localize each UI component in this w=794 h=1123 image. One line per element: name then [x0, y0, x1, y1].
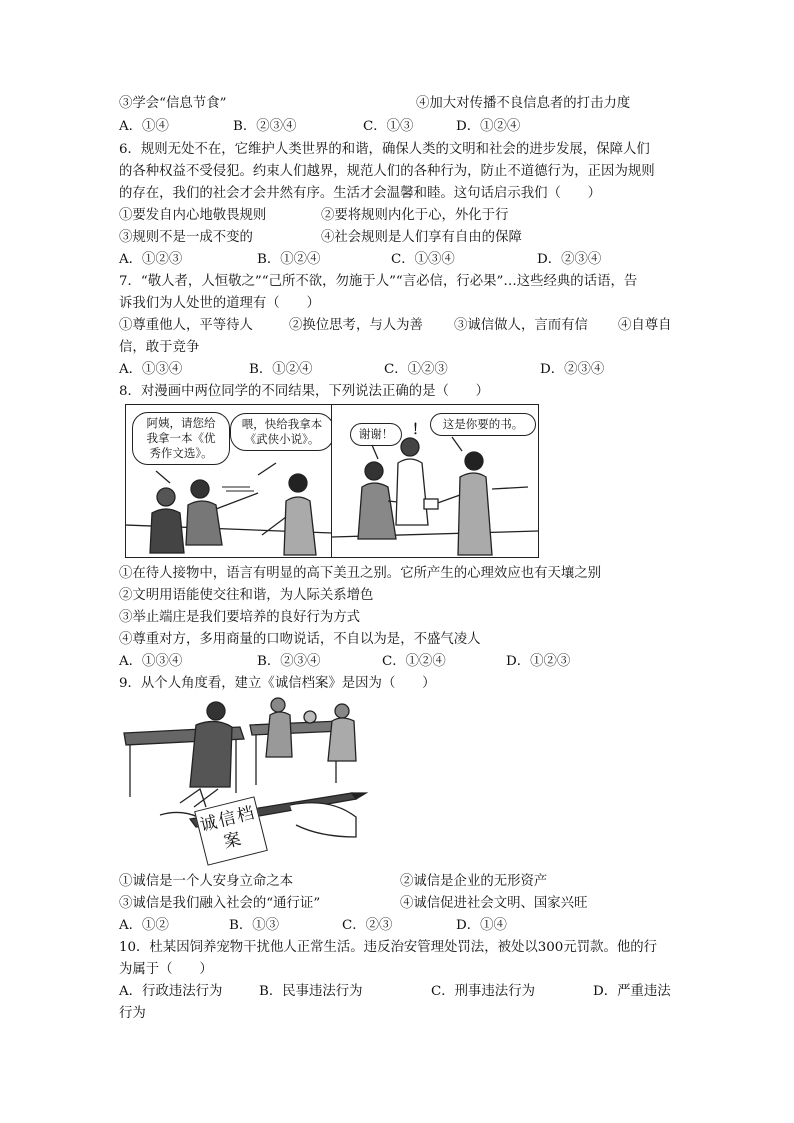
- q9-option-1: ①诚信是一个人安身立命之本: [119, 874, 294, 889]
- q6-stem-line-1: 6．规则无处不在，它维护人类世界的和谐，确保人类的文明和社会的进步发展，保障人们: [119, 142, 650, 157]
- q6-answer-c: C．①③④: [391, 252, 455, 267]
- q10-stem-line-1: 10．杜某因饲养宠物干扰他人正常生活。违反治安管理处罚法，被处以300元罚款。他的行: [119, 940, 658, 955]
- bubble-1-line-1: 阿姨，请您给: [146, 416, 216, 430]
- q6-stem-line-2: 的各种权益不受侵犯。约束人们越界，规范人们的各种行为，防止不道德行为，正因为规则: [119, 164, 655, 179]
- q7-stem-line-1: 7．“敬人者，人恒敬之”“己所不欲，勿施于人”“言必信，行必果”…这些经典的话语，告: [119, 274, 638, 289]
- integrity-file-illustration: [120, 697, 370, 867]
- exclamation-mark: ！: [412, 422, 426, 438]
- q7-option-1: ①尊重他人，平等待人: [119, 318, 253, 333]
- q8-option-3: ③举止端庄是我们要培养的良好行为方式: [119, 610, 361, 625]
- q7-option-3: ③诚信做人，言而有信: [454, 318, 588, 333]
- option-3: ③学会“信息节食”: [119, 96, 227, 111]
- bubble-1-line-2: 我拿一本《优: [146, 431, 216, 445]
- q9-option-4: ④诚信促进社会文明、国家兴旺: [400, 896, 588, 911]
- q9-option-2: ②诚信是企业的无形资产: [400, 874, 548, 889]
- answer-d: D．①②④: [456, 119, 521, 134]
- bubble-1-line-3: 秀作文选》。: [149, 446, 213, 460]
- q10-answer-d: D．严重违法: [593, 984, 671, 999]
- bubble-2-line-2: 《武侠小说》。: [244, 432, 320, 446]
- q10-answer-b: B．民事违法行为: [259, 984, 363, 999]
- q6-option-4: ④社会规则是人们享有自由的保障: [321, 230, 522, 245]
- q8-answer-d: D．①②③: [506, 654, 571, 669]
- speech-bubble-4: 这是你要的书。: [430, 413, 536, 436]
- comic-panel-1-drawing: [126, 405, 332, 557]
- q6-stem-line-3: 的存在，我们的社会才会井然有序。生活才会温馨和睦。这句话启示我们（ ）: [119, 186, 602, 201]
- q6-option-2: ②要将规则内化于心，外化于行: [321, 208, 509, 223]
- q6-option-3: ③规则不是一成不变的: [119, 230, 253, 245]
- q7-answer-a: A．①③④: [119, 362, 183, 377]
- q8-answer-c: C．①②④: [382, 654, 446, 669]
- q6-answer-b: B．①②④: [257, 252, 321, 267]
- q7-answer-c: C．①②③: [384, 362, 448, 377]
- q8-stem: 8．对漫画中两位同学的不同结果，下列说法正确的是（ ）: [119, 384, 490, 399]
- q9-answer-d: D．①④: [456, 918, 507, 933]
- q8-option-1: ①在待人接物中，语言有明显的高下美丑之别。它所产生的心理效应也有天壤之别: [119, 566, 602, 581]
- q10-answer-a: A．行政违法行为: [119, 984, 223, 999]
- q7-option-4: ④自尊自: [618, 318, 672, 333]
- answer-a: A．①④: [119, 119, 169, 134]
- q8-option-4: ④尊重对方，多用商量的口吻说话，不自以为是，不盛气凌人: [119, 632, 481, 647]
- q7-answer-b: B．①②④: [249, 362, 313, 377]
- q9-answer-b: B．①③: [229, 918, 280, 933]
- q6-option-1: ①要发自内心地敬畏规则: [119, 208, 267, 223]
- q7-answer-d: D．②③④: [540, 362, 605, 377]
- comic-panel-2: [331, 404, 539, 558]
- answer-c: C．①③: [363, 119, 414, 134]
- q6-answer-a: A．①②③: [119, 252, 183, 267]
- q8-answer-a: A．①③④: [119, 654, 183, 669]
- q9-stem: 9．从个人角度看，建立《诚信档案》是因为（ ）: [119, 676, 436, 691]
- q8-answer-b: B．②③④: [257, 654, 321, 669]
- comic-panel-2-drawing: [332, 405, 538, 557]
- q8-option-2: ②文明用语能使交往和谐，为人际关系增色: [119, 588, 374, 603]
- q10-stem-line-2: 为属于（ ）: [119, 962, 213, 977]
- q9-option-3: ③诚信是我们融入社会的“通行证”: [119, 896, 321, 911]
- q9-answer-a: A．①②: [119, 918, 169, 933]
- bubble-2-line-1: 喂，快给我拿本: [241, 417, 323, 431]
- option-4: ④加大对传播不良信息者的打击力度: [416, 96, 631, 111]
- q7-option-2: ②换位思考，与人为善: [289, 318, 423, 333]
- speech-bubble-3: 谢谢！: [350, 423, 402, 446]
- integrity-file-book: 诚信档案: [194, 796, 268, 865]
- comic-panel-1: [125, 404, 333, 558]
- q10-answer-c: C．刑事违法行为: [431, 984, 535, 999]
- q7-stem-line-2: 诉我们为人处世的道理有（ ）: [119, 296, 320, 311]
- q6-answer-d: D．②③④: [537, 252, 602, 267]
- q9-answer-c: C．②③: [342, 918, 393, 933]
- q10-answer-d-wrap: 行为: [119, 1006, 146, 1021]
- answer-b: B．②③④: [233, 119, 297, 134]
- q7-options-row-2: 信，敢于竞争: [119, 340, 200, 355]
